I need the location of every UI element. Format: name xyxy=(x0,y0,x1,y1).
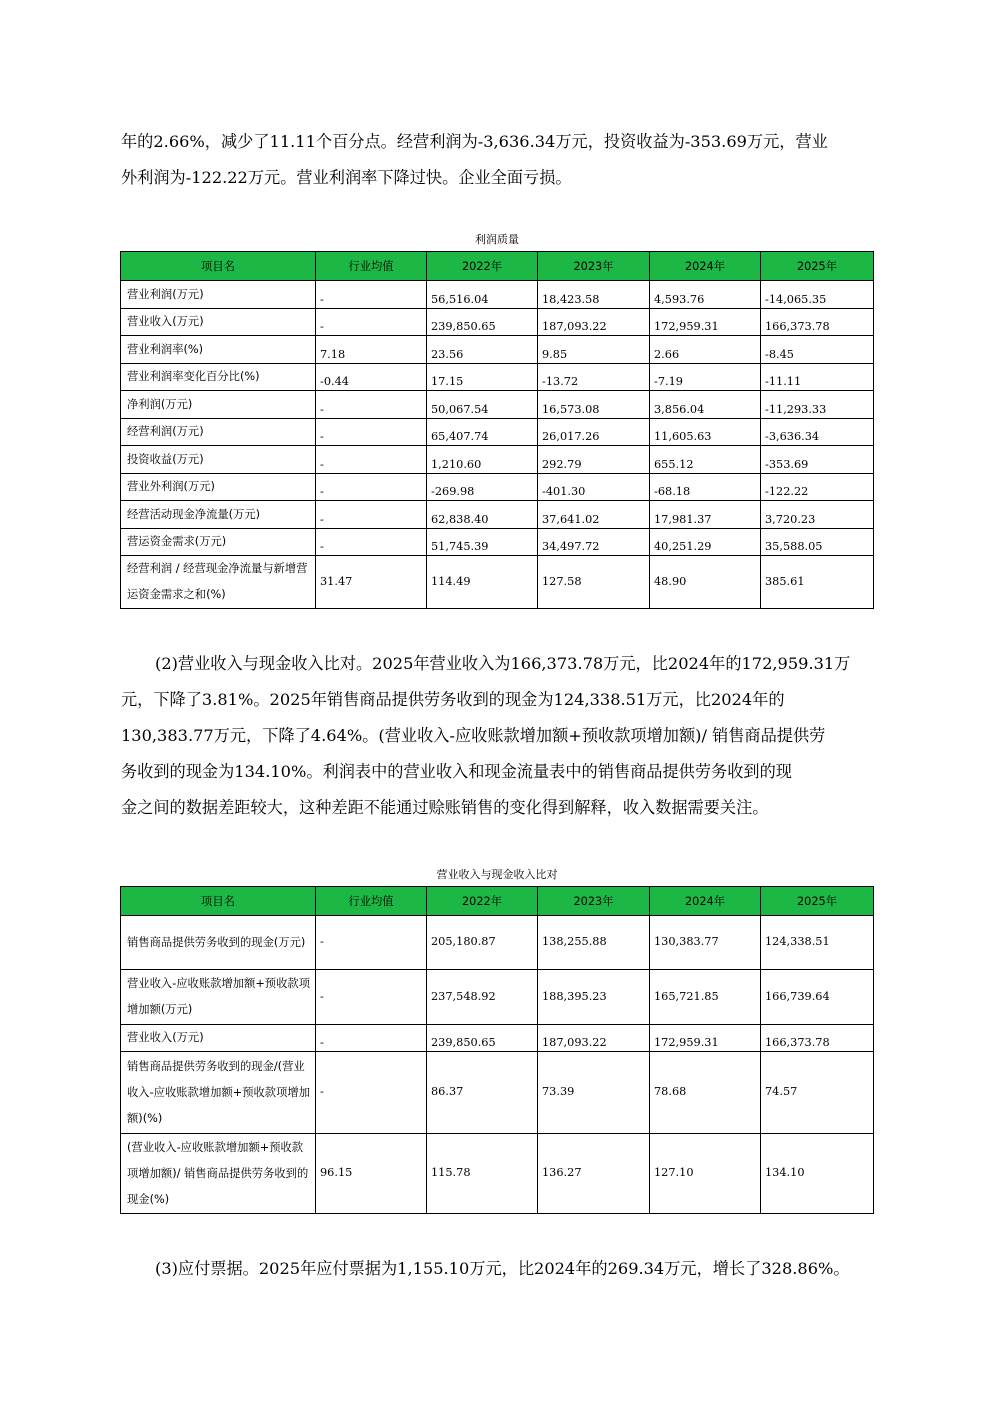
row-label: 经营活动现金净流量(万元) xyxy=(121,501,316,529)
cell: -11.11 xyxy=(761,364,874,391)
cell: - xyxy=(316,1025,427,1052)
cell: -3,636.34 xyxy=(761,419,874,446)
paragraph-line: (2)营业收入与现金收入比对。2025年营业收入为166,373.78万元，比2024年的172,959.31万 xyxy=(155,654,851,673)
row-label: 营运资金需求(万元) xyxy=(121,529,316,556)
cell: 166,373.78 xyxy=(761,309,874,336)
cell: 166,373.78 xyxy=(761,1025,874,1052)
row-label: 营业收入(万元) xyxy=(121,1025,316,1052)
table-row xyxy=(121,419,874,446)
table-row xyxy=(121,916,874,970)
table-row xyxy=(121,391,874,419)
cell: 56,516.04 xyxy=(427,281,538,309)
header-cell: 2025年 xyxy=(761,887,874,916)
row-label: 净利润(万元) xyxy=(121,391,316,419)
header-cell: 行业均值 xyxy=(316,252,427,281)
cell: 40,251.29 xyxy=(650,529,761,556)
cell: 62,838.40 xyxy=(427,501,538,529)
revenue-cash-table xyxy=(120,886,874,1214)
cell: 9.85 xyxy=(538,336,650,364)
cell: 23.56 xyxy=(427,336,538,364)
cell: -68.18 xyxy=(650,474,761,501)
cell: 48.90 xyxy=(650,556,761,609)
table2-caption: 营业收入与现金收入比对 xyxy=(436,868,558,881)
cell: 31.47 xyxy=(316,556,427,609)
header-cell: 项目名 xyxy=(121,887,316,916)
cell: -0.44 xyxy=(316,364,427,391)
cell: 34,497.72 xyxy=(538,529,650,556)
table-row xyxy=(121,446,874,474)
cell: 1,210.60 xyxy=(427,446,538,474)
cell: - xyxy=(316,501,427,529)
row-label: 经营利润 / 经营现金净流量与新增营运资金需求之和(%) xyxy=(121,556,316,609)
cell: 124,338.51 xyxy=(761,916,874,970)
cell: 134.10 xyxy=(761,1134,874,1214)
cell: 73.39 xyxy=(538,1052,650,1134)
table-row xyxy=(121,556,874,609)
table-row xyxy=(121,336,874,364)
cell: 17,981.37 xyxy=(650,501,761,529)
header-cell: 行业均值 xyxy=(316,887,427,916)
cell: 127.10 xyxy=(650,1134,761,1214)
cell: - xyxy=(316,419,427,446)
table-row xyxy=(121,529,874,556)
cell: 165,721.85 xyxy=(650,970,761,1025)
row-label: 营业收入(万元) xyxy=(121,309,316,336)
cell: 188,395.23 xyxy=(538,970,650,1025)
intro-line: 年的2.66%，减少了11.11个百分点。经营利润为-3,636.34万元，投资收益为-353.69万元，营业 xyxy=(121,132,828,151)
cell: - xyxy=(316,446,427,474)
cell: 127.58 xyxy=(538,556,650,609)
header-cell: 2022年 xyxy=(427,252,538,281)
cell: 187,093.22 xyxy=(538,1025,650,1052)
cell: - xyxy=(316,391,427,419)
row-label: 营业利润率(%) xyxy=(121,336,316,364)
cell: 172,959.31 xyxy=(650,309,761,336)
cell: 86.37 xyxy=(427,1052,538,1134)
table1-caption: 利润质量 xyxy=(475,233,519,246)
cell: 16,573.08 xyxy=(538,391,650,419)
cell: 35,588.05 xyxy=(761,529,874,556)
cell: 239,850.65 xyxy=(427,1025,538,1052)
row-label: 营业利润(万元) xyxy=(121,281,316,309)
revenue-cash-paragraph xyxy=(121,646,873,826)
cell: -269.98 xyxy=(427,474,538,501)
cell: - xyxy=(316,281,427,309)
intro-paragraph xyxy=(121,124,873,196)
table-row xyxy=(121,501,874,529)
header-cell: 2023年 xyxy=(538,887,650,916)
cell: 74.57 xyxy=(761,1052,874,1134)
cell: - xyxy=(316,916,427,970)
row-label: 销售商品提供劳务收到的现金(万元) xyxy=(121,916,316,970)
cell: 18,423.58 xyxy=(538,281,650,309)
cell: 51,745.39 xyxy=(427,529,538,556)
cell: 17.15 xyxy=(427,364,538,391)
row-label: 经营利润(万元) xyxy=(121,419,316,446)
header-cell: 2023年 xyxy=(538,252,650,281)
cell: 3,720.23 xyxy=(761,501,874,529)
cell: 115.78 xyxy=(427,1134,538,1214)
cell: - xyxy=(316,970,427,1025)
cell: 166,739.64 xyxy=(761,970,874,1025)
cell: 239,850.65 xyxy=(427,309,538,336)
cell: 130,383.77 xyxy=(650,916,761,970)
cell: -8.45 xyxy=(761,336,874,364)
paragraph-line: 务收到的现金为134.10%。利润表中的营业收入和现金流量表中的销售商品提供劳务收到的现 xyxy=(121,762,792,781)
cell: - xyxy=(316,1052,427,1134)
cell: 187,093.22 xyxy=(538,309,650,336)
cell: 2.66 xyxy=(650,336,761,364)
cell: 78.68 xyxy=(650,1052,761,1134)
cell: -13.72 xyxy=(538,364,650,391)
row-label: (营业收入-应收账款增加额+预收款项增加额)/ 销售商品提供劳务收到的现金(%) xyxy=(121,1134,316,1214)
header-cell: 项目名 xyxy=(121,252,316,281)
row-label: 营业收入-应收账款增加额+预收款项增加额(万元) xyxy=(121,970,316,1025)
row-label: 投资收益(万元) xyxy=(121,446,316,474)
header-cell: 2024年 xyxy=(650,252,761,281)
cell: -7.19 xyxy=(650,364,761,391)
notes-payable-paragraph: (3)应付票据。2025年应付票据为1,155.10万元，比2024年的269.34万元，增长了328.86%。 xyxy=(155,1259,850,1278)
cell: -11,293.33 xyxy=(761,391,874,419)
cell: 114.49 xyxy=(427,556,538,609)
table-row xyxy=(121,1025,874,1052)
cell: 65,407.74 xyxy=(427,419,538,446)
cell: 4,593.76 xyxy=(650,281,761,309)
table-row xyxy=(121,364,874,391)
table-row xyxy=(121,1052,874,1134)
cell: 385.61 xyxy=(761,556,874,609)
cell: -122.22 xyxy=(761,474,874,501)
intro-line: 外利润为-122.22万元。营业利润率下降过快。企业全面亏损。 xyxy=(121,168,572,187)
row-label: 营业利润率变化百分比(%) xyxy=(121,364,316,391)
cell: -401.30 xyxy=(538,474,650,501)
table-header-row xyxy=(121,887,874,916)
cell: -353.69 xyxy=(761,446,874,474)
cell: 3,856.04 xyxy=(650,391,761,419)
table-row xyxy=(121,474,874,501)
cell: 50,067.54 xyxy=(427,391,538,419)
table-row xyxy=(121,970,874,1025)
cell: 292.79 xyxy=(538,446,650,474)
cell: 96.15 xyxy=(316,1134,427,1214)
paragraph-line: 元，下降了3.81%。2025年销售商品提供劳务收到的现金为124,338.51万元，比2024年的 xyxy=(121,690,785,709)
cell: - xyxy=(316,309,427,336)
cell: 138,255.88 xyxy=(538,916,650,970)
table-row xyxy=(121,1134,874,1214)
row-label: 营业外利润(万元) xyxy=(121,474,316,501)
cell: 237,548.92 xyxy=(427,970,538,1025)
cell: 11,605.63 xyxy=(650,419,761,446)
cell: - xyxy=(316,529,427,556)
paragraph-line: 金之间的数据差距较大，这种差距不能通过赊账销售的变化得到解释，收入数据需要关注。 xyxy=(121,798,769,817)
cell: 37,641.02 xyxy=(538,501,650,529)
header-cell: 2025年 xyxy=(761,252,874,281)
paragraph-line: 130,383.77万元，下降了4.64%。(营业收入-应收账款增加额+预收款项增加额)/ 销售商品提供劳 xyxy=(121,726,826,745)
cell: 136.27 xyxy=(538,1134,650,1214)
cell: - xyxy=(316,474,427,501)
row-label: 销售商品提供劳务收到的现金/(营业收入-应收账款增加额+预收款项增加额)(%) xyxy=(121,1052,316,1134)
header-cell: 2024年 xyxy=(650,887,761,916)
profit-quality-table xyxy=(120,251,874,609)
cell: -14,065.35 xyxy=(761,281,874,309)
cell: 26,017.26 xyxy=(538,419,650,446)
cell: 205,180.87 xyxy=(427,916,538,970)
table-row xyxy=(121,281,874,309)
cell: 655.12 xyxy=(650,446,761,474)
table-row xyxy=(121,309,874,336)
cell: 7.18 xyxy=(316,336,427,364)
header-cell: 2022年 xyxy=(427,887,538,916)
table-header-row xyxy=(121,252,874,281)
cell: 172,959.31 xyxy=(650,1025,761,1052)
